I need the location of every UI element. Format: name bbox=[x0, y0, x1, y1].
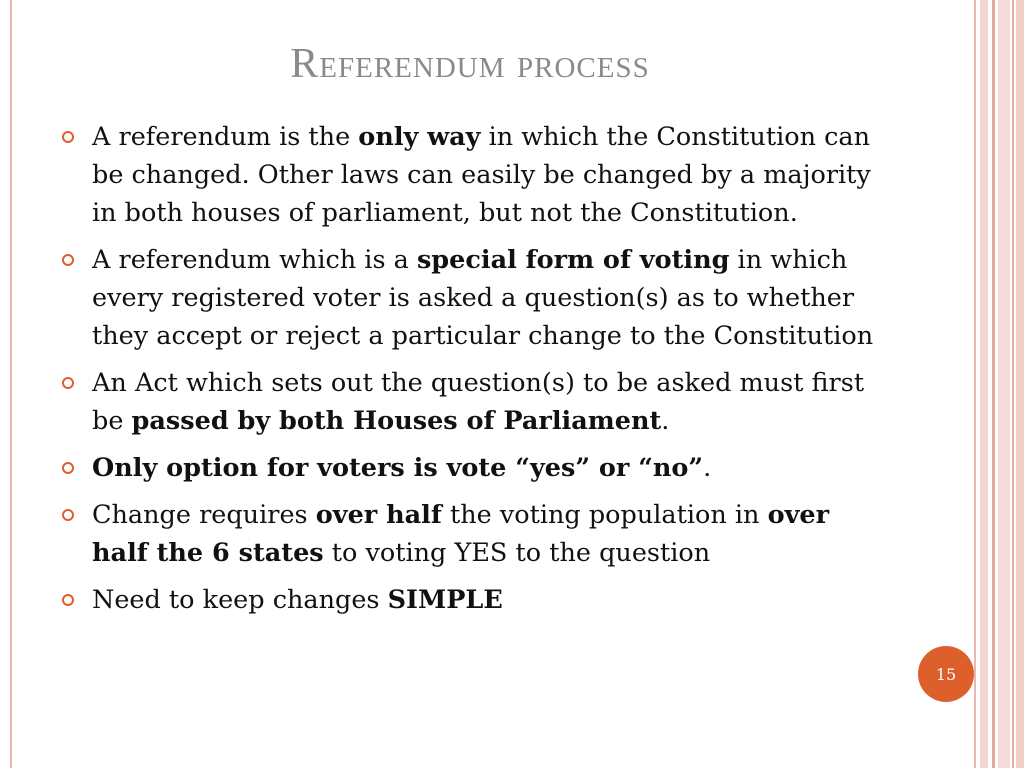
page-number-badge: 15 bbox=[918, 646, 974, 702]
ring-bullet-icon bbox=[62, 131, 74, 143]
bullet-text: A referendum which is a bbox=[92, 245, 417, 275]
bullet-list bbox=[62, 118, 892, 628]
ring-bullet-icon bbox=[62, 377, 74, 389]
bullet-item bbox=[62, 496, 892, 572]
bullet-text: to voting YES to the question bbox=[323, 538, 711, 568]
bullet-bold-text: over half bbox=[315, 500, 442, 530]
left-frame-line bbox=[10, 0, 12, 768]
bullet-item bbox=[62, 449, 892, 487]
bullet-text: the voting population in bbox=[441, 500, 768, 530]
bullet-bold-text: Only option for voters is vote “yes” or “no” bbox=[92, 453, 704, 483]
ring-bullet-icon bbox=[62, 254, 74, 266]
bullet-bold-text: special form of voting bbox=[416, 245, 730, 275]
right-decorative-stripes bbox=[974, 0, 1024, 768]
bullet-text: . bbox=[661, 406, 670, 436]
bullet-bold-text: passed by both Houses of Parliament bbox=[131, 406, 662, 436]
bullet-text: . bbox=[703, 453, 712, 483]
bullet-bold-text: over half the 6 states bbox=[92, 500, 830, 568]
bullet-text: in which the Constitution can be changed. Other laws can easily be changed by a majority in both houses of parliament, but not the Constitution. bbox=[92, 122, 871, 228]
ring-bullet-icon bbox=[62, 594, 74, 606]
bullet-bold-text: only way bbox=[358, 122, 481, 152]
bullet-text: Need to keep changes bbox=[92, 585, 388, 615]
ring-bullet-icon bbox=[62, 509, 74, 521]
slide-title: Referendum process bbox=[290, 41, 650, 87]
ring-bullet-icon bbox=[62, 462, 74, 474]
bullet-item bbox=[62, 118, 892, 232]
bullet-text: An Act which sets out the question(s) to be asked must first be bbox=[92, 368, 865, 436]
bullet-item bbox=[62, 581, 892, 619]
bullet-text: in which every registered voter is asked a question(s) as to whether they accept or reject a particular change to the Constitution bbox=[92, 245, 874, 351]
bullet-text: A referendum is the bbox=[92, 122, 359, 152]
bullet-item bbox=[62, 364, 892, 440]
bullet-item bbox=[62, 241, 892, 355]
bullet-bold-text: SIMPLE bbox=[387, 585, 503, 615]
bullet-text: Change requires bbox=[92, 500, 316, 530]
